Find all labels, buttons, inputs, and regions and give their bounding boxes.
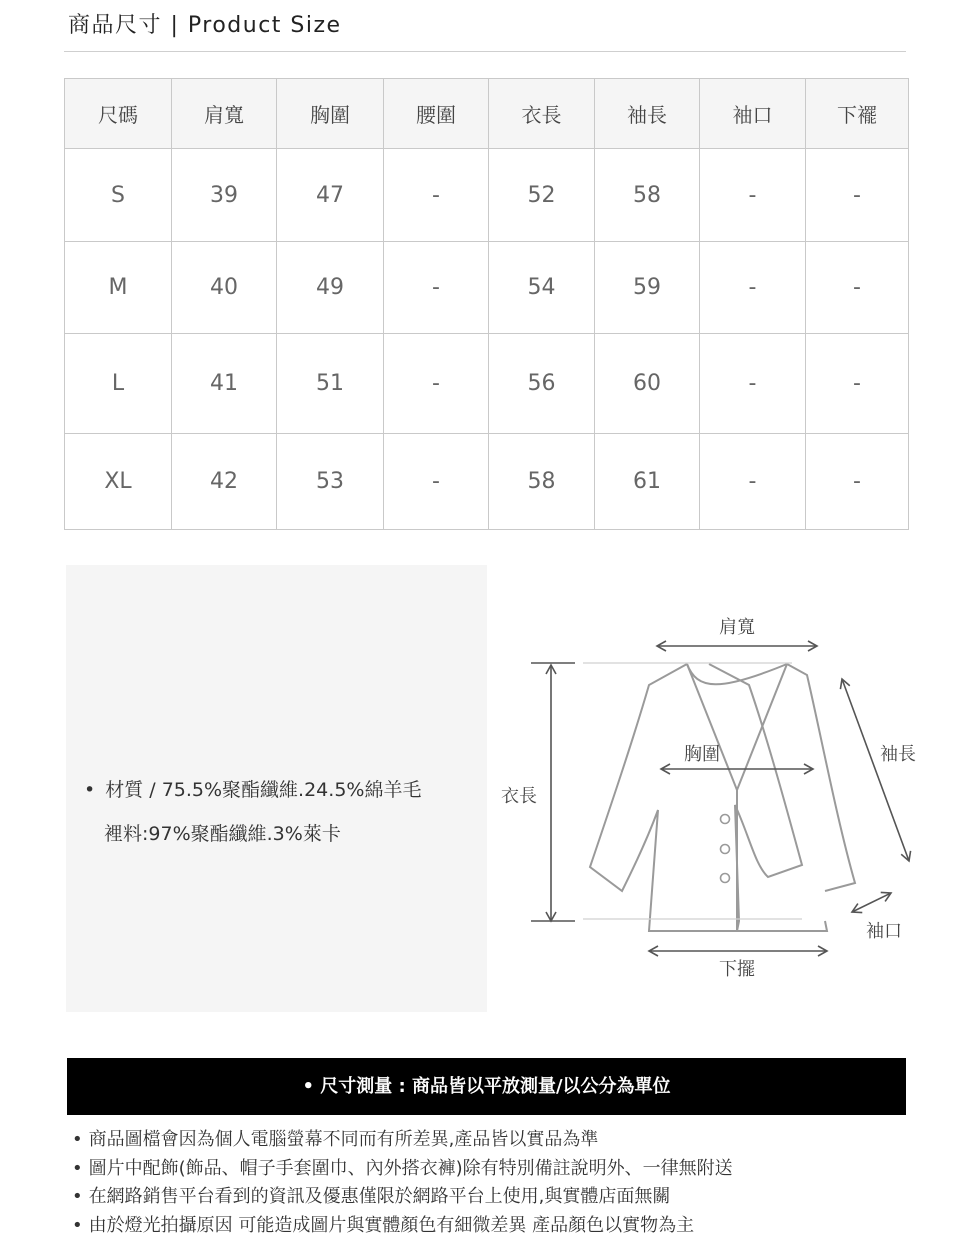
column-header-size: 尺碼: [65, 79, 172, 149]
column-header-length: 衣長: [489, 79, 595, 149]
table-cell: -: [700, 334, 806, 434]
sleeve-arrow: [842, 679, 909, 861]
table-cell: 59: [595, 242, 700, 334]
bullet-icon: •: [72, 1214, 83, 1236]
notes-list: [72, 1126, 733, 1240]
material-lining: 裡料:97%聚酯纖維.3%萊卡: [104, 823, 341, 845]
table-row: [65, 149, 909, 242]
table-cell: S: [65, 149, 172, 242]
table-cell: -: [806, 334, 909, 434]
title-divider: [64, 51, 906, 52]
table-cell: 58: [595, 149, 700, 242]
table-cell: 49: [277, 242, 384, 334]
table-cell: 42: [172, 434, 277, 530]
table-row: [65, 434, 909, 530]
column-header-waist: 腰圍: [384, 79, 489, 149]
table-cell: 53: [277, 434, 384, 530]
table-cell: 41: [172, 334, 277, 434]
note-text: 圖片中配飾(飾品、帽子手套圍巾、內外搭衣褲)除有特別備註說明外、一律無附送: [88, 1157, 733, 1179]
table-cell: M: [65, 242, 172, 334]
measurement-diagram: [487, 565, 927, 1012]
table-cell: -: [806, 242, 909, 334]
list-item: [72, 1126, 733, 1155]
table-cell: 39: [172, 149, 277, 242]
list-item: [72, 1155, 733, 1184]
material-line-1: [84, 775, 421, 802]
table-cell: L: [65, 334, 172, 434]
table-cell: -: [384, 434, 489, 530]
table-cell: XL: [65, 434, 172, 530]
column-header-cuff: 袖口: [700, 79, 806, 149]
bullet-icon: •: [72, 1157, 83, 1179]
column-header-hem: 下襬: [806, 79, 909, 149]
label-shoulder: 肩寬: [719, 617, 755, 638]
table-cell: -: [806, 434, 909, 530]
measurement-note-bar: • 尺寸測量 : 商品皆以平放測量/以公分為單位: [67, 1058, 906, 1115]
label-sleeve: 袖長: [880, 744, 916, 765]
cuff-arrow: [852, 893, 891, 912]
label-chest: 胸圍: [684, 744, 720, 765]
buttons: [721, 815, 730, 883]
table-cell: 60: [595, 334, 700, 434]
material-panel: [66, 565, 487, 1012]
note-text: 在網路銷售平台看到的資訊及優惠僅限於網路平台上使用,與實體店面無關: [88, 1186, 671, 1207]
table-cell: 47: [277, 149, 384, 242]
table-cell: 51: [277, 334, 384, 434]
table-cell: 58: [489, 434, 595, 530]
material-fabric: 材質 / 75.5%聚酯纖維.24.5%綿羊毛: [105, 779, 422, 801]
table-row: [65, 242, 909, 334]
table-cell: 61: [595, 434, 700, 530]
column-header-sleeve: 袖長: [595, 79, 700, 149]
table-cell: -: [384, 242, 489, 334]
table-cell: 56: [489, 334, 595, 434]
size-table: [64, 78, 909, 530]
table-header-row: [65, 79, 909, 149]
note-text: 商品圖檔會因為個人電腦螢幕不同而有所差異,產品皆以實品為準: [88, 1129, 599, 1150]
table-row: [65, 334, 909, 434]
note-text: 由於燈光拍攝原因 可能造成圖片與實體顏色有細微差異 產品顏色以實物為主: [88, 1214, 695, 1236]
label-hem: 下擺: [719, 959, 755, 980]
label-cuff: 袖口: [866, 921, 902, 942]
table-cell: -: [384, 334, 489, 434]
bullet-icon: •: [84, 779, 96, 801]
bullet-icon: •: [72, 1186, 83, 1207]
bullet-icon: •: [72, 1129, 83, 1150]
table-cell: -: [700, 242, 806, 334]
column-header-shoulder: 肩寬: [172, 79, 277, 149]
table-cell: 40: [172, 242, 277, 334]
table-cell: -: [700, 434, 806, 530]
table-cell: 52: [489, 149, 595, 242]
column-header-chest: 胸圍: [277, 79, 384, 149]
list-item: [72, 1212, 733, 1241]
list-item: [72, 1183, 733, 1212]
label-length: 衣長: [501, 786, 537, 807]
table-cell: 54: [489, 242, 595, 334]
table-cell: -: [700, 149, 806, 242]
cardigan-outline: [590, 664, 855, 931]
page-title: 商品尺寸 | Product Size: [68, 13, 342, 38]
table-cell: -: [384, 149, 489, 242]
garment-diagram-svg: [487, 565, 927, 1012]
table-cell: -: [806, 149, 909, 242]
